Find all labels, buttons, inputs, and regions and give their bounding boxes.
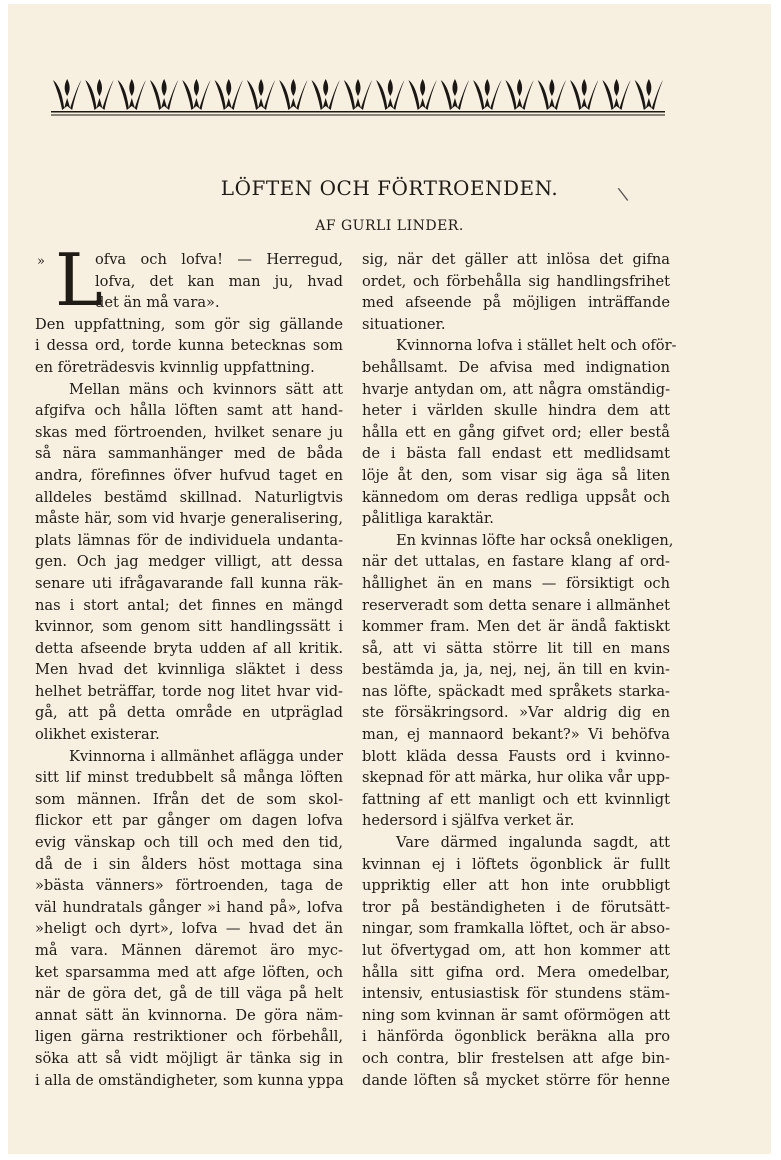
text-line: kvinnan ej i löftets ögonblick är fullt xyxy=(362,855,670,873)
text-line: andra, förefinnes öfver hufvud taget en xyxy=(35,466,343,484)
tulip-ornament-icon xyxy=(51,76,665,116)
text-line: sig, när det gäller att inlösa det gifna xyxy=(362,251,670,268)
tulip-motif xyxy=(505,79,533,110)
text-line: pålitliga karaktär. xyxy=(362,510,494,528)
text-line: intensiv, entusiastisk för stundens stäm- xyxy=(362,985,670,1003)
tulip-motif xyxy=(473,79,501,110)
article-byline: AF GURLI LINDER. xyxy=(315,218,464,234)
text-line: alldeles bestämd skillnad. Naturligtvis xyxy=(35,488,343,506)
text-line: blott kläda dessa Fausts ord i kvinno- xyxy=(362,747,670,765)
tulip-motif xyxy=(441,79,469,110)
text-line: senare uti ifrågavarande fall kunna räk- xyxy=(35,574,343,592)
tulip-motif xyxy=(150,79,178,110)
tulip-motif xyxy=(279,79,307,110)
page xyxy=(8,4,771,1154)
drop-cap-text-line: lofva, det kan man ju, hvad xyxy=(95,272,343,290)
tulip-motif xyxy=(602,79,630,110)
tulip-motif xyxy=(376,79,404,110)
tulip-motif xyxy=(538,79,566,110)
text-line: sitt lif minst tredubbelt så många löften xyxy=(35,769,343,787)
text-line: nas i stort antal; det finnes en mängd xyxy=(35,596,343,614)
text-line: olikhet existerar. xyxy=(35,726,160,744)
text-line: kommer fram. Men det är ändå faktiskt xyxy=(362,618,670,636)
tulip-motif xyxy=(85,79,113,110)
text-line: i dessa ord, torde kunna betecknas som xyxy=(35,337,343,355)
text-line: så, att vi sätta större lit till en mans xyxy=(362,639,670,657)
drop-cap-letter: L xyxy=(55,238,103,322)
text-line: hvarje antydan om, att några omständig- xyxy=(362,380,670,398)
text-line: kvinnor, som genom sitt handlingssätt i xyxy=(35,618,343,636)
tulip-motif xyxy=(118,79,146,110)
text-line: som männen. Ifrån det de som skol- xyxy=(35,790,343,808)
text-line: en företrädesvis kvinnlig uppfattning. xyxy=(35,358,315,376)
text-line: Kvinnorna lofva i stället helt och oför- xyxy=(396,337,677,355)
opening-quote-mark: » xyxy=(37,254,45,269)
text-line: skepnad för att märka, hur olika vår upp- xyxy=(362,769,670,787)
text-line: afgifva och hålla löften samt att hand- xyxy=(35,402,343,420)
text-line: när de göra det, gå de till väga på helt xyxy=(35,985,343,1003)
text-line: Men hvad det kvinnliga släktet i dess xyxy=(35,661,343,679)
text-line: söka att så vidt möjligt är tänka sig in xyxy=(35,1049,343,1067)
text-line: En kvinnas löfte har också onekligen, xyxy=(396,531,674,549)
text-line: ket sparsamma med att afge löften, och xyxy=(35,963,343,981)
text-line: »heligt och dyrt», lofva — hvad det än xyxy=(35,920,343,938)
article-title: LÖFTEN OCH FÖRTROENDEN. xyxy=(220,176,559,200)
text-line: flickor ett par gånger om dagen lofva xyxy=(35,812,343,830)
text-line: helhet beträffar, torde nog litet hvar vid- xyxy=(35,682,343,700)
tulip-motif xyxy=(182,79,210,110)
text-line: måste här, som vid hvarje generalisering, xyxy=(35,510,343,528)
text-line: Vare därmed ingalunda sagdt, att xyxy=(396,834,670,852)
text-line: dande löften så mycket större för henne xyxy=(362,1071,670,1089)
drop-cap-text-line: ofva och lofva! — Herregud, xyxy=(95,251,343,268)
text-line: situationer. xyxy=(362,315,446,333)
text-line: evig vänskap och till och med den tid, xyxy=(35,834,343,852)
text-line: Mellan mäns och kvinnors sätt att xyxy=(69,380,343,398)
tulip-motif xyxy=(408,79,436,110)
tulip-motif xyxy=(344,79,372,110)
text-line: »bästa vänners» förtroenden, taga de xyxy=(35,877,343,895)
text-line: med afseende på möjligen inträffande xyxy=(362,294,670,312)
opening-paragraph xyxy=(35,238,343,322)
text-line: ste försäkringsord. »Var aldrig dig en xyxy=(362,704,670,722)
text-line: må vara. Männen däremot äro myc- xyxy=(35,942,343,959)
tulip-motif xyxy=(247,79,275,110)
text-line: hedersord i själfva verket är. xyxy=(362,812,575,830)
text-line: i hänförda ögonblick beräkna alla pro xyxy=(362,1028,670,1046)
stray-pen-mark: \ xyxy=(616,183,630,206)
text-line: behållsamt. De afvisa med indignation xyxy=(362,358,670,376)
text-line: de i bästa fall endast ett medlidsamt xyxy=(362,445,670,463)
text-line: Kvinnorna i allmänhet aflägga under xyxy=(69,747,343,765)
text-line: reserveradt som detta senare i allmänhet xyxy=(362,596,670,614)
text-line: ning som kvinnan är samt oförmögen att xyxy=(362,1006,670,1024)
right-column-text xyxy=(362,249,677,1091)
text-line: skas med förtroenden, hvilket senare ju xyxy=(35,423,343,441)
text-line: väl hundratals gånger »i hand på», lofva xyxy=(35,898,343,916)
text-line: heter i världen skulle hindra dem att xyxy=(362,402,670,420)
text-line: i alla de omständigheter, som kunna yppa xyxy=(35,1071,344,1089)
text-line: uppriktig eller att hon inte orubbligt xyxy=(362,877,670,895)
text-line: annat sätt än kvinnorna. De göra näm- xyxy=(35,1006,343,1024)
tulip-motif xyxy=(53,79,81,110)
ornament-rule xyxy=(51,111,665,113)
text-line: och contra, blir frestelsen att afge bin- xyxy=(362,1049,670,1067)
text-line: lut öfvertygad om, att hon kommer att xyxy=(362,942,670,959)
text-line: hållighet än en mans — försiktigt och xyxy=(362,574,670,592)
text-line: Den uppfattning, som gör sig gällande xyxy=(35,315,343,333)
text-line: ligen gärna restriktioner och förbehåll, xyxy=(35,1028,343,1046)
text-line: när det uttalas, en fastare klang af ord- xyxy=(362,553,670,571)
text-line: löje åt den, som visar sig äga så liten xyxy=(362,466,670,484)
text-line: hålla ett en gång gifvet ord; eller bestå xyxy=(362,423,670,441)
drop-cap-lines xyxy=(95,249,343,314)
tulip-motif xyxy=(570,79,598,110)
text-line: ningar, som framkalla löftet, och är abso- xyxy=(362,920,670,938)
text-line: nas löfte, späckadt med språkets starka- xyxy=(362,682,670,700)
tulip-motif xyxy=(635,79,663,110)
tulip-motif xyxy=(312,79,340,110)
left-column-text xyxy=(35,314,343,1091)
text-line: plats lämnas för de individuela undanta- xyxy=(35,531,343,549)
ornament-rule xyxy=(51,115,665,116)
ornamental-header-band xyxy=(51,76,665,116)
drop-cap-text-line: det än må vara». xyxy=(95,294,220,312)
text-line: då de i sin ålders höst mottaga sina xyxy=(35,855,343,873)
text-line: hålla sitt gifna ord. Mera omedelbar, xyxy=(362,963,670,981)
text-line: gen. Och jag medger villigt, att dessa xyxy=(35,553,343,571)
text-line: bestämda ja, ja, nej, nej, än till en kvin- xyxy=(362,661,670,679)
text-line: så nära sammanhänger med de båda xyxy=(35,445,343,463)
tulip-motif xyxy=(215,79,243,110)
text-line: man, ej mannaord bekant?» Vi behöfva xyxy=(362,726,670,744)
text-line: tror på beständigheten i de förutsätt- xyxy=(362,898,670,916)
left-column xyxy=(35,238,344,1091)
text-line: gå, att på detta område en utpräglad xyxy=(35,704,343,722)
text-line: kännedom om deras redliga uppsåt och xyxy=(362,488,670,506)
text-line: fattning af ett manligt och ett kvinnligt xyxy=(362,790,670,808)
right-column xyxy=(362,249,677,1091)
text-line: detta afseende bryta udden af all kritik. xyxy=(35,639,343,657)
text-line: ordet, och förbehålla sig handlingsfrihet xyxy=(362,272,670,290)
